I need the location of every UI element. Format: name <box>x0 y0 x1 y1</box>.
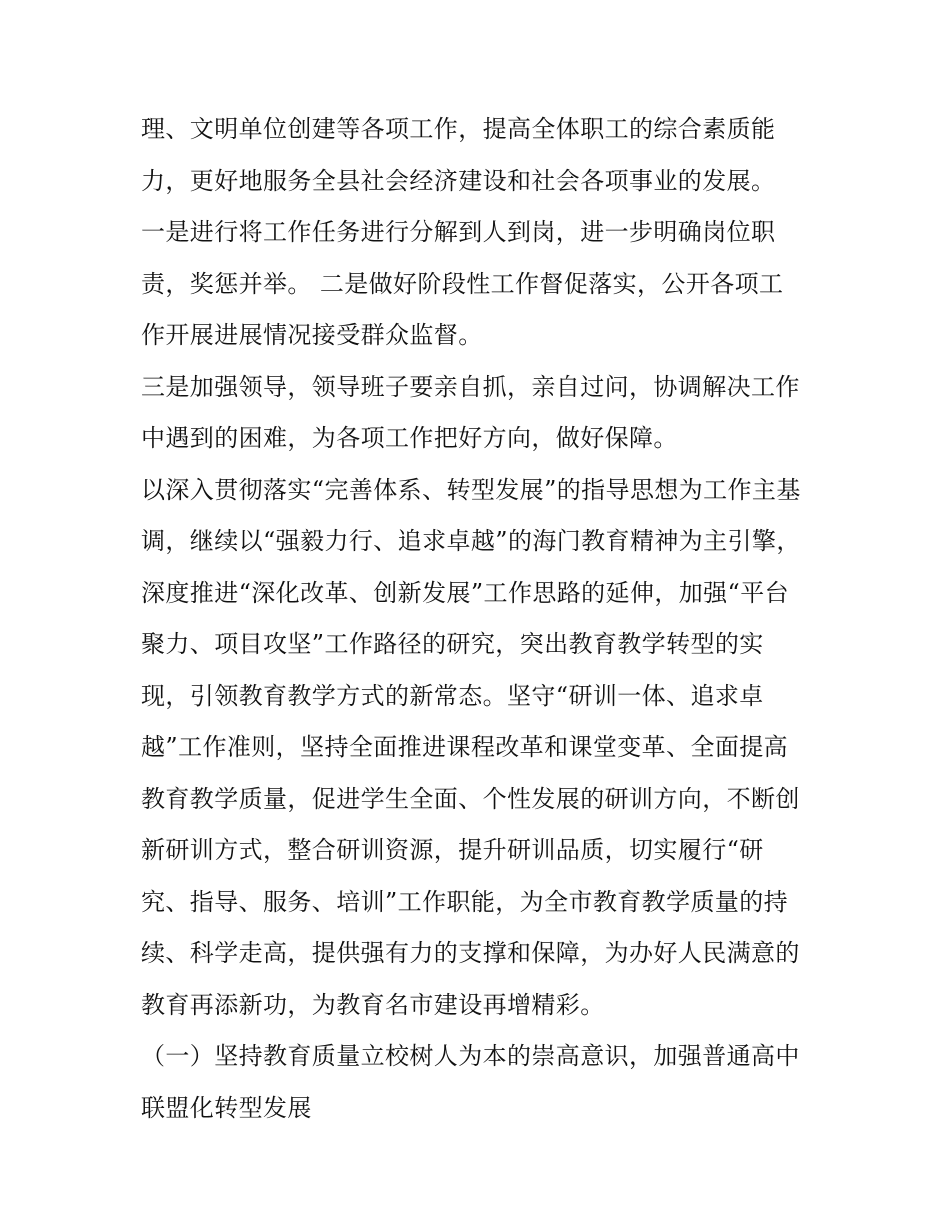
body-text <box>141 104 821 1134</box>
text-line: 三是加强领导，领导班子要亲自抓，亲自过问，协调解决工作 <box>141 372 800 401</box>
section-heading: （一）坚持教育质量立校树人为本的崇高意识，加强普通高中 <box>141 1042 800 1070</box>
text-line: 越”工作准则，坚持全面推进课程改革和课堂变革、全面提高 <box>141 733 789 761</box>
text-line: 力，更好地服务全县社会经济建设和社会各项事业的发展。 <box>141 166 776 195</box>
text-line: 一是进行将工作任务进行分解到人到岗，进一步明确岗位职 <box>141 218 776 246</box>
text-line: 聚力、项目攻坚”工作路径的研究，突出教育教学转型的实 <box>141 630 764 658</box>
text-line: 究、指导、服务、培训”工作职能，为全市教育教学质量的持 <box>141 887 789 916</box>
text-line: 理、文明单位创建等各项工作，提高全体职工的综合素质能 <box>141 115 776 143</box>
text-line: 教育再添新功，为教育名市建设再增精彩。 <box>141 990 605 1019</box>
text-line: 深度推进“深化改革、创新发展”工作思路的延伸，加强“平台 <box>141 578 790 607</box>
text-line: 教育教学质量，促进学生全面、个性发展的研训方向，不断创 <box>141 784 800 813</box>
text-line: 以深入贯彻落实“完善体系、转型发展”的指导思想为工作主基 <box>141 475 801 504</box>
text-line: 续、科学走高，提供强有力的支撑和保障，为办好人民满意的 <box>141 939 800 967</box>
text-line: 现，引领教育教学方式的新常态。坚守“研训一体、追求卓 <box>141 681 764 710</box>
text-line: 责，奖惩并举。 二是做好阶段性工作督促落实，公开各项工 <box>141 269 784 298</box>
section-heading: 联盟化转型发展 <box>141 1093 312 1122</box>
text-line: 作开展进展情况接受群众监督。 <box>141 321 483 349</box>
text-line: 调，继续以“强毅力行、追求卓越”的海门教育精神为主引擎， <box>141 527 801 555</box>
text-line: 中遇到的困难，为各项工作把好方向，做好保障。 <box>141 424 678 452</box>
text-line: 新研训方式，整合研训资源，提升研训品质，切实履行“研 <box>141 836 764 864</box>
